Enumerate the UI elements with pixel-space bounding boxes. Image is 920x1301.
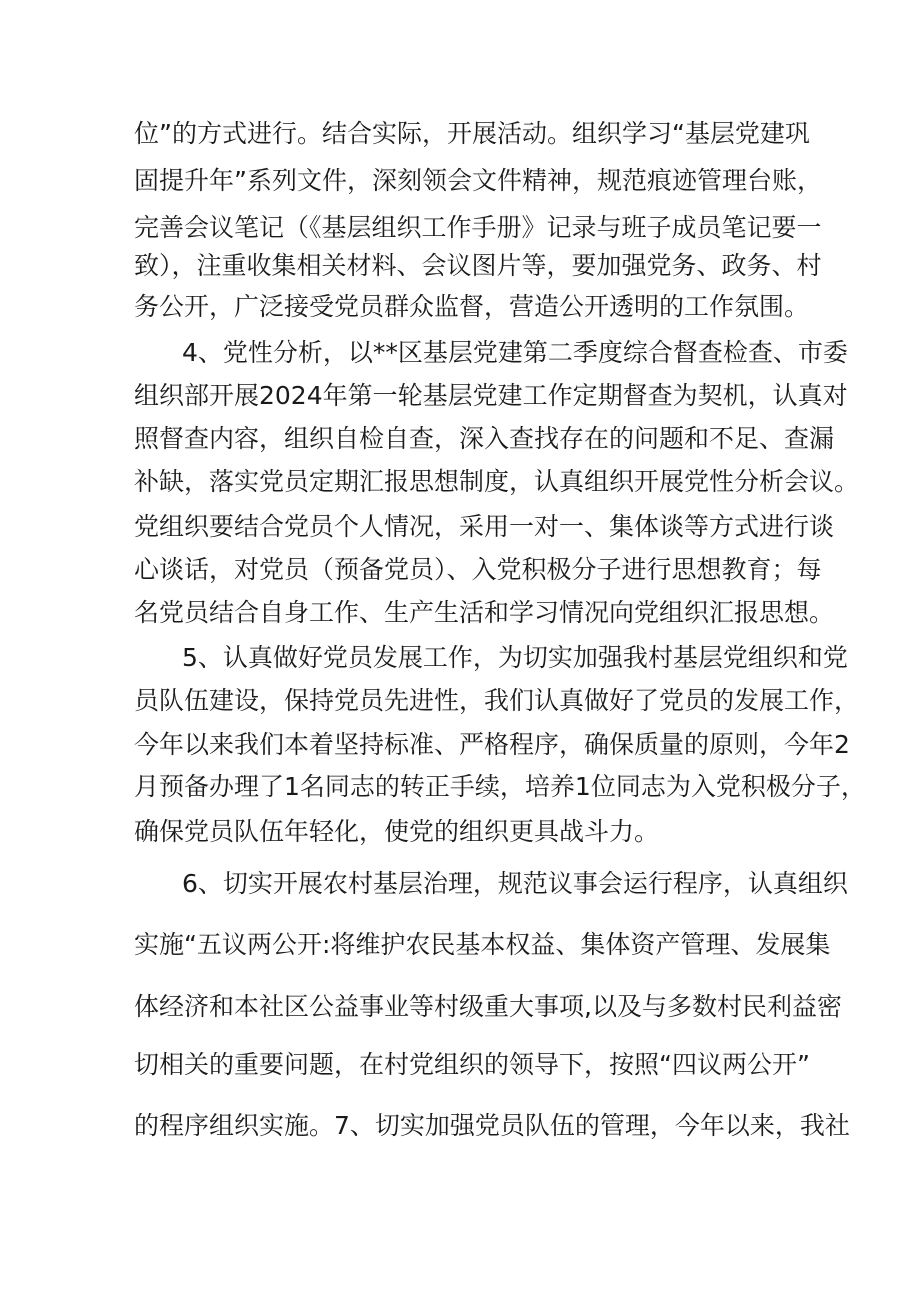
paragraph-first-line: 6、切实开展农村基层治理，规范议事会运行程序，认真组织 [182,869,848,898]
text-line: 完善会议笔记（《基层组织工作手册》记录与班子成员笔记要一 [134,213,822,242]
text-line: 月预备办理了1名同志的转正手续，培养1位同志为入党积极分子， [134,772,866,801]
paragraph-first-line: 4、党性分析，以**区基层党建第二季度综合督查检查、市委 [182,338,848,367]
text-line: 心谈话，对党员（预备党员）、入党积极分子进行思想教育；每 [134,555,822,584]
text-line: 组织部开展2024年第一轮基层党建工作定期督查为契机，认真对 [134,381,848,410]
text-line: 务公开，广泛接受党员群众监督，营造公开透明的工作氛围。 [134,292,810,321]
text-line: 致），注重收集相关材料、会议图片等，要加强党务、政务、村 [134,251,822,280]
text-line: 今年以来我们本着坚持标准、严格程序，确保质量的原则，今年2 [134,730,850,759]
text-line: 党组织要结合党员个人情况，采用一对一、集体谈等方式进行谈 [134,512,835,541]
paragraph-first-line: 5、认真做好党员发展工作，为切实加强我村基层党组织和党 [182,643,848,672]
text-line: 体经济和本社区公益事业等村级重大事项,以及与多数村民利益密 [134,992,842,1021]
text-line: 补缺，落实党员定期汇报思想制度，认真组织开展党性分析会议。 [134,467,860,496]
text-line: 的程序组织实施。7、切实加强党员队伍的管理，今年以来，我社 [134,1111,850,1140]
text-line: 固提升年”系列文件，深刻领会文件精神，规范痕迹管理台账， [134,166,822,195]
text-line: 名党员结合自身工作、生产生活和学习情况向党组织汇报思想。 [134,598,835,627]
text-line: 切相关的重要问题，在村党组织的领导下，按照“四议两公开” [134,1050,810,1079]
text-line: 照督查内容，组织自检自查，深入查找存在的问题和不足、查漏 [134,424,835,453]
text-line: 位”的方式进行。结合实际，开展活动。组织学习“基层党建巩 [134,119,810,148]
text-line: 确保党员队伍年轻化，使党的组织更具战斗力。 [134,817,660,846]
text-line: 员队伍建设，保持党员先进性，我们认真做好了党员的发展工作， [134,686,860,715]
text-line: 实施“五议两公开:将维护农民基本权益、集体资产管理、发展集 [134,930,831,959]
